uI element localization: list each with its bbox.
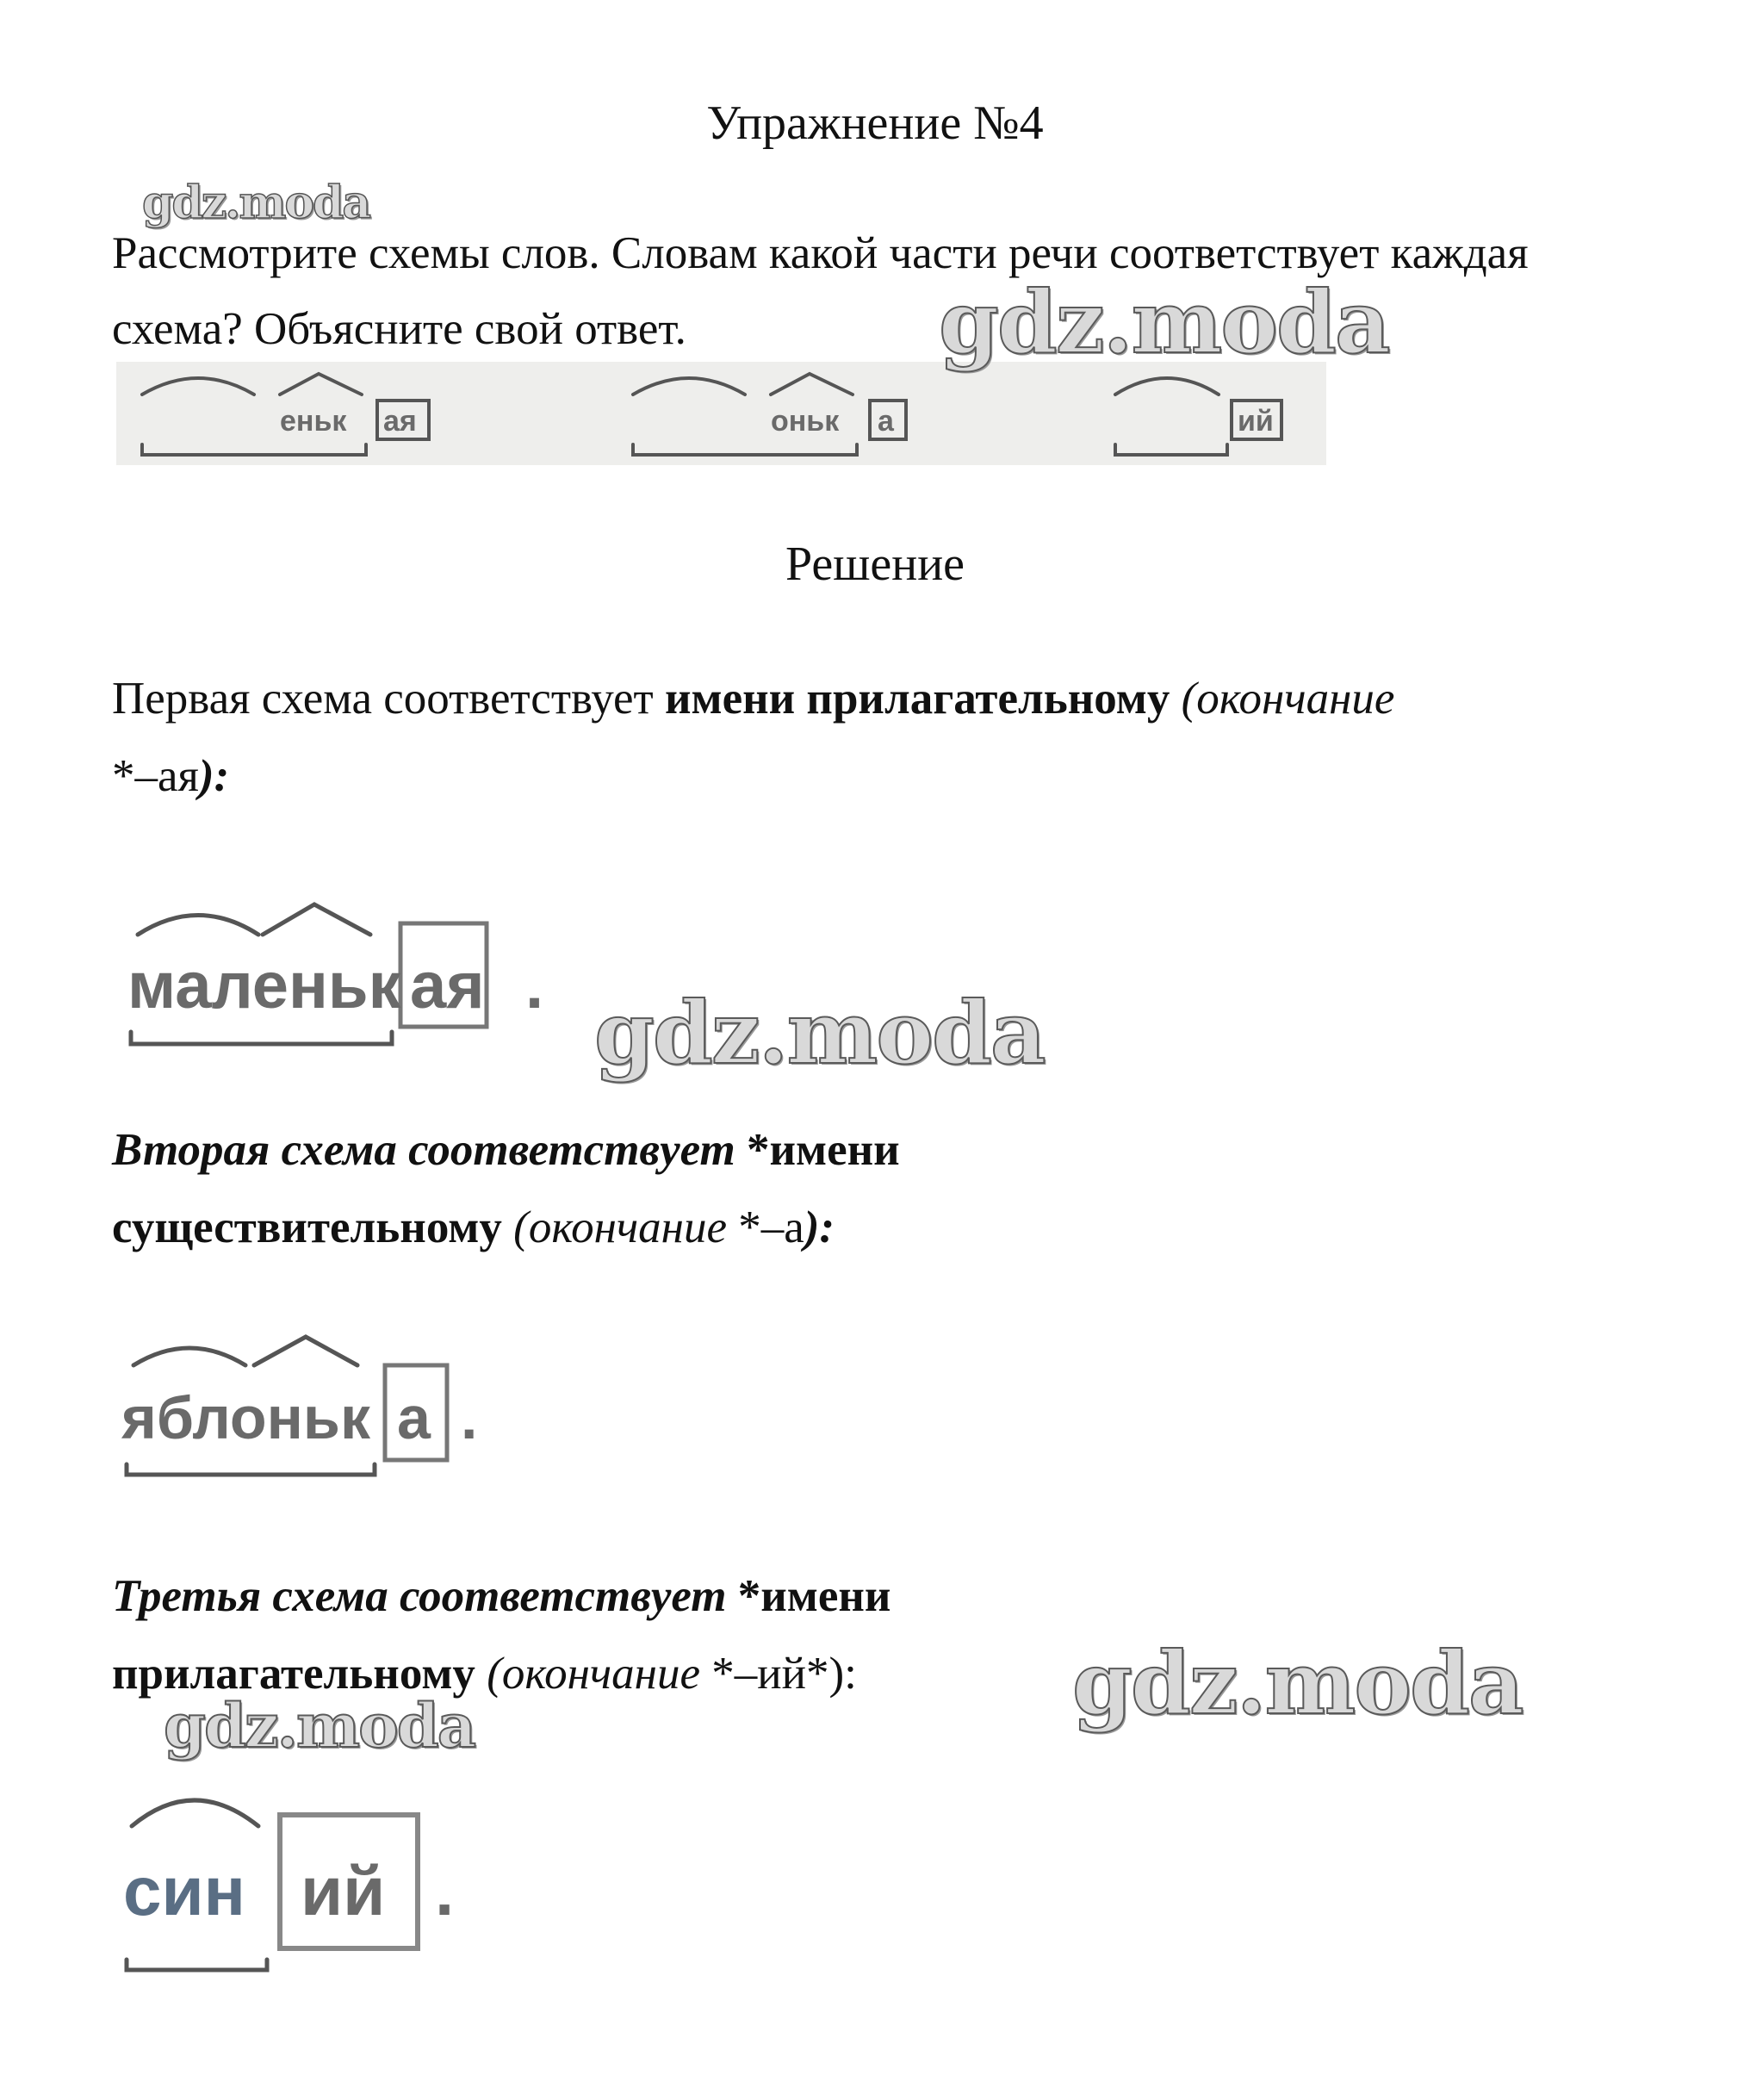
scheme-1-ending: ая (410, 949, 485, 1022)
scheme-2-root-arc (133, 1348, 245, 1365)
scheme-2-period: . (461, 1384, 478, 1451)
scheme-2-suffix-caret (254, 1337, 357, 1365)
strip-ending-2: а (878, 405, 894, 438)
answer-1-close: ): (198, 751, 230, 801)
watermark-4: gdz.moda (1072, 1632, 1523, 1734)
scheme-3-ending: ий (301, 1853, 386, 1929)
scheme-3-stem-bracket (127, 1960, 267, 1970)
exercise-title: Упражнение №4 (706, 96, 1044, 150)
strip-ending-1: ая (383, 405, 417, 438)
scheme-3-period: . (435, 1853, 455, 1929)
answer-3-part: имени прилагательному (112, 1571, 891, 1699)
scheme-2-stem-bracket (127, 1464, 375, 1475)
scheme-2-stem: яблоньк (121, 1384, 370, 1451)
scheme-1-period: . (525, 949, 544, 1022)
schemes-strip (116, 362, 1326, 465)
watermark-2: gdz.moda (939, 271, 1389, 373)
stem-bracket-1 (142, 444, 366, 455)
answer-2-paren: (окончание (501, 1202, 739, 1252)
answer-1-marker: *–ая (112, 751, 199, 801)
root-arc-1 (142, 378, 254, 395)
answer-3-prefix: Третья схема соответствует (112, 1571, 738, 1621)
scheme-2 (116, 1326, 521, 1490)
answer-2-close: ): (804, 1202, 835, 1252)
task-text: Рассмотрите схемы слов. Словам какой части речи соответствует каждая схема? Объясните свой ответ. (112, 228, 1529, 354)
answer-2-text (112, 1111, 1102, 1266)
answer-3-paren: (окончание (475, 1649, 712, 1699)
schemes-strip-drawing (116, 362, 1326, 465)
scheme-1-root-arc (138, 916, 258, 935)
suffix-caret-1 (280, 374, 362, 395)
scheme-2-ending: а (397, 1384, 431, 1451)
stem-bracket-2 (633, 444, 857, 455)
scheme-3 (116, 1779, 478, 1985)
scheme-3-root-arc (132, 1800, 258, 1826)
answer-2-prefix: Вторая схема соответствует (112, 1125, 747, 1175)
scheme-3-stem: син (123, 1853, 245, 1929)
suffix-caret-2 (771, 374, 853, 395)
answer-1-paren: (окончание (1170, 674, 1395, 724)
watermark-1: gdz.moda (142, 177, 370, 229)
scheme-1 (121, 887, 568, 1059)
answer-3-close: ): (828, 1649, 857, 1699)
strip-suffix-1: еньк (280, 405, 347, 438)
scheme-1-suffix-caret (263, 904, 370, 935)
scheme-1-stem: маленьк (127, 949, 401, 1022)
answer-3-star: * (737, 1571, 761, 1621)
answer-1-text (112, 660, 1619, 815)
watermark-5: gdz.moda (164, 1690, 475, 1761)
answer-1-part: имени прилагательному (664, 674, 1170, 724)
stem-bracket-3 (1115, 444, 1227, 455)
root-arc-3 (1115, 378, 1219, 395)
scheme-1-stem-bracket (131, 1032, 392, 1044)
solution-title: Решение (785, 537, 965, 591)
watermark-3: gdz.moda (594, 982, 1045, 1084)
strip-ending-3: ий (1238, 405, 1274, 438)
strip-suffix-2: оньк (771, 405, 840, 438)
answer-3-text (112, 1557, 1102, 1712)
answer-2-star: * (746, 1125, 770, 1175)
answer-2-part: имени существительному (112, 1125, 900, 1252)
answer-1-prefix: Первая схема соответствует (112, 674, 665, 724)
answer-2-marker: *–а (738, 1202, 804, 1252)
root-arc-2 (633, 378, 745, 395)
answer-3-marker: *–ий* (711, 1649, 829, 1699)
